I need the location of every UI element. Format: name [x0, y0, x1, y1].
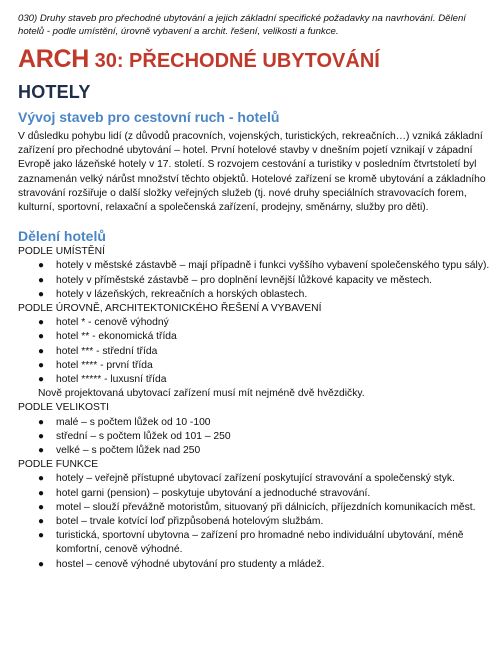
list-item-text: hostel – cenově výhodné ubytování pro studenty a mládež. [56, 558, 325, 570]
bullet-icon: ● [38, 317, 45, 329]
bullet-icon: ● [38, 501, 45, 513]
bullet-icon: ● [38, 445, 45, 457]
main-title-rest: 30: PŘECHODNÉ UBYTOVÁNÍ [89, 50, 380, 72]
list-item [18, 501, 490, 515]
list-item [18, 444, 490, 458]
subsection-paragraph: V důsledku pohybu lidí (z důvodů pracovních, vojenských, turistických, rekreačních…) vzniká základní zařízení pro přechodné ubytování – hotel. První hotelové stavby v dnešním pojetí vznikají v západní Evropě jako lázeňské hotely v 17. století. S rozvojem cestování a turistiky v posledním čtvrtstoletí byl zaznamenán velký nárůst množství těchto objektů. Hotelové zařízení se kromě ubytování a základního stravování rozšiřuje o další složky veřejných služeb (tj. nové druhy speciálních stravovacích forem, kulturní, sportovní, relaxační a společenská zařízení, prodejny, směnárny, služby pro děti). [18, 131, 486, 214]
list-item [18, 487, 490, 501]
bullet-icon: ● [38, 530, 45, 542]
list-item-text: hotely v městské zástavbě – mají případně i funkci vyššího vybavení společenského typu sály). [56, 260, 490, 272]
bullet-icon: ● [38, 374, 45, 386]
bullet-icon: ● [38, 345, 45, 357]
list-item-text: malé – s počtem lůžek od 10 -100 [56, 416, 211, 428]
classification-groups [18, 245, 490, 572]
list-item [18, 430, 490, 444]
bullet-list [18, 472, 490, 571]
bullet-icon: ● [38, 416, 45, 428]
list-item-text: střední – s počtem lůžek od 101 – 250 [56, 430, 231, 442]
list-item [18, 416, 490, 430]
bullet-icon: ● [38, 331, 45, 343]
list-item-text: turistická, sportovní ubytovna – zařízení pro hromadné nebo individuální ubytování, méně komfortní, cenově výhodné. [56, 530, 464, 556]
list-item [18, 472, 490, 486]
bullet-icon: ● [38, 516, 45, 528]
main-title [18, 46, 490, 76]
list-item-text: hotel ** - ekonomická třída [56, 331, 177, 343]
bullet-icon: ● [38, 473, 45, 485]
bullet-icon: ● [38, 260, 45, 272]
list-item-text: hotely – veřejně přístupné ubytovací zařízení poskytující stravování a společenský styk. [56, 473, 455, 485]
list-item-text: motel – slouží převážně motoristům, situovaný při dálnicích, příjezdních komunikacích měst. [56, 501, 476, 513]
subsection-title-vyvoj: Vývoj staveb pro cestovní ruch - hotelů [18, 109, 280, 125]
list-item-text: hotel **** - první třída [56, 359, 153, 371]
list-item [18, 316, 490, 330]
list-item-text: velké – s počtem lůžek nad 250 [56, 445, 201, 457]
group [18, 302, 490, 401]
group-heading: PODLE ÚROVNĚ, ARCHITEKTONICKÉHO ŘEŠENÍ A VYBAVENÍ [18, 303, 322, 315]
list-item [18, 359, 490, 373]
subsection-title-deleni: Dělení hotelů [18, 228, 106, 245]
list-item [18, 515, 490, 529]
group [18, 458, 490, 572]
list-item [18, 558, 490, 572]
group-heading: PODLE UMÍSTĚNÍ [18, 246, 105, 258]
section-title: HOTELY [18, 82, 91, 102]
bullet-icon: ● [38, 558, 45, 570]
list-item [18, 274, 490, 288]
list-item-text: hotel * - cenově výhodný [56, 317, 169, 329]
group-heading: PODLE VELIKOSTI [18, 402, 109, 414]
list-item-text: hotel garni (pension) – poskytuje ubytování a jednoduché stravování. [56, 487, 371, 499]
group-heading: PODLE FUNKCE [18, 459, 99, 471]
bullet-icon: ● [38, 359, 45, 371]
bullet-icon: ● [38, 487, 45, 499]
list-item [18, 330, 490, 344]
bullet-list [18, 416, 490, 459]
bullet-icon: ● [38, 288, 45, 300]
list-item [18, 288, 490, 302]
list-item-text: hotely v lázeňských, rekreačních a horských oblastech. [56, 288, 308, 300]
group [18, 245, 490, 302]
group [18, 401, 490, 458]
list-item [18, 259, 490, 273]
list-item [18, 345, 490, 359]
list-item [18, 373, 490, 387]
group-note: Nově projektovaná ubytovací zařízení musí mít nejméně dvě hvězdičky. [38, 388, 365, 400]
main-title-arch: ARCH [18, 45, 90, 73]
list-item-text: hotel ***** - luxusní třída [56, 374, 167, 386]
bullet-list [18, 316, 490, 387]
bullet-list [18, 259, 490, 302]
bullet-icon: ● [38, 430, 45, 442]
list-item-text: botel – trvale kotvící loď přizpůsobená hotelovým službám. [56, 516, 324, 528]
list-item [18, 529, 490, 557]
header-note: 030) Druhy staveb pro přechodné ubytování a jejich základní specifické požadavky na navrhování. Dělení hotelů - podle umístění, úrovně vybavení a archit. řešení, velikosti a funkce. [18, 13, 466, 37]
bullet-icon: ● [38, 274, 45, 286]
list-item-text: hotel *** - střední třída [56, 345, 158, 357]
list-item-text: hotely v příměstské zástavbě – pro doplnění levnější lůžkové kapacity ve městech. [56, 274, 433, 286]
